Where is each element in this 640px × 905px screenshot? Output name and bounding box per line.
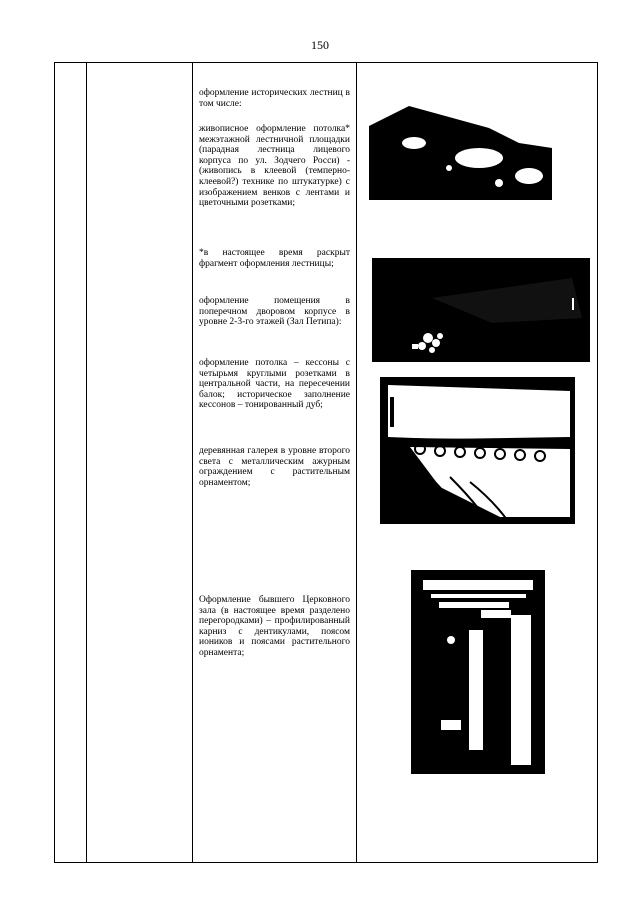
page-number: 150 (311, 38, 329, 52)
paragraph-coffers: оформление потолка – кессоны с четырьмя круглыми розетками в центральной части, на пересечении балок; историческое заполнение кессонов – тонированный дуб; (199, 358, 350, 411)
photo-painted-ceiling (369, 98, 552, 200)
paragraph-painted-ceiling: живописное оформление потолка* межэтажной лестничной площадки (парадная лестница лицевого корпуса по ул. Зодчего Росси) - (живопись в клеевой (темперно-клеевой?) технике по штукатурке) с изображением венков с лентами и цветочными розетками; (199, 124, 350, 209)
column-divider (192, 63, 193, 862)
paragraph-gallery: деревянная галерея в уровне второго света с металлическим ажурным ограждением с растительным орнаментом; (199, 446, 350, 488)
column-divider (356, 63, 357, 862)
paragraph-staircases: оформление исторических лестниц в том числе: (199, 88, 350, 109)
photo-gallery-railing (380, 377, 575, 524)
paragraph-church-hall: Оформление бывшего Церковного зала (в настоящее время разделено перегородками) – профилированный карниз с дентикулами, поясом иоников и поясами растительного орнамента; (199, 595, 350, 658)
paragraph-petipa-hall: оформление помещения в поперечном дворовом корпусе в уровне 2-3-го этажей (Зал Петипа): (199, 296, 350, 328)
photo-church-hall-cornice (411, 570, 545, 774)
column-divider (86, 63, 87, 862)
photo-hall-ceiling (372, 258, 590, 362)
paragraph-note: *в настоящее время раскрыт фрагмент оформления лестницы; (199, 248, 350, 269)
